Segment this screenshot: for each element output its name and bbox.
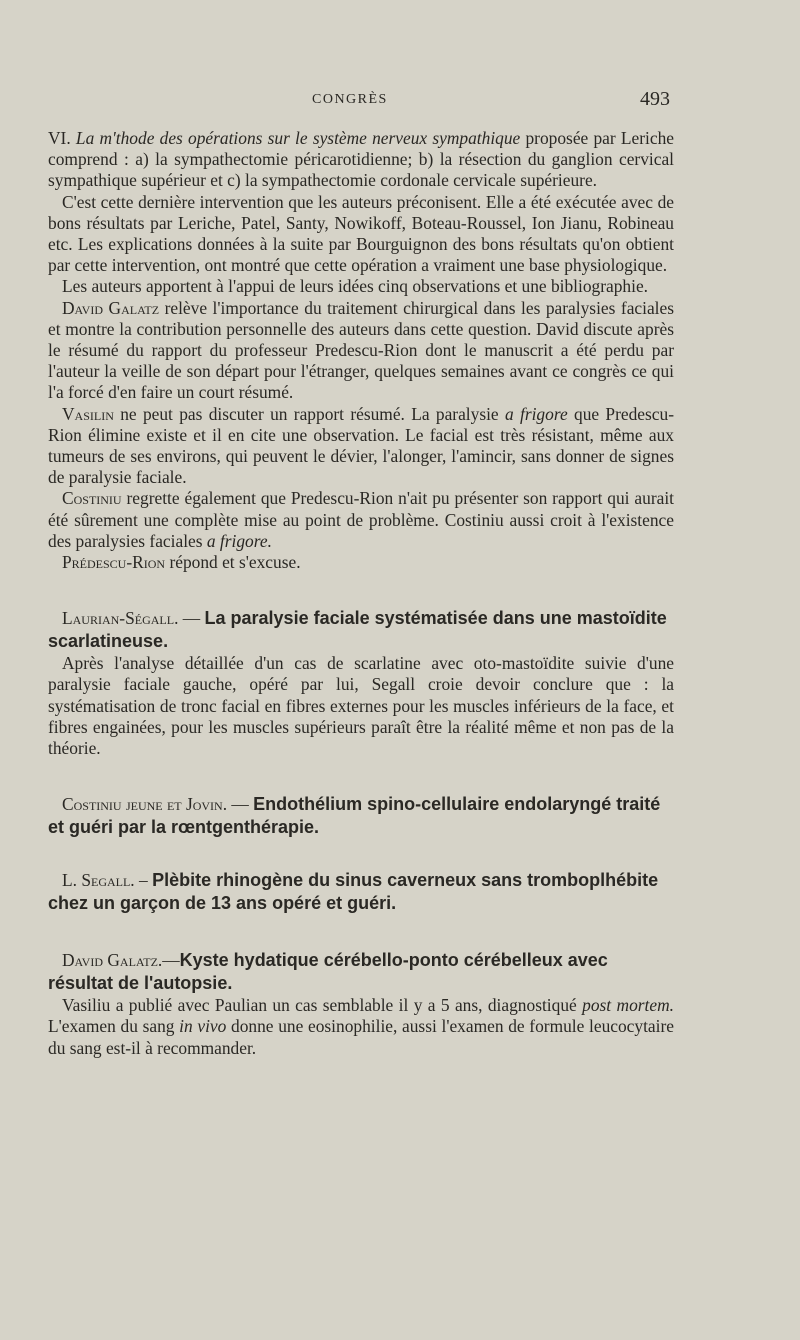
entry-title: Endothélium spino-cellulaire endolaryngé traité et guéri par la rœntgenthérapie. [48,794,661,838]
entry-heading: Costiniu jeune et Jovin. — Endothélium spino-cellulaire endolaryngé traité et guéri par la rœntgenthérapie. [48,794,661,838]
costiniu-comment: Costiniu regrette également que Predescu-Rion n'ait pu présenter son rapport qui aurait été sûrement une complète mise au point de problème. Costiniu aussi croit à l'existence des paralysies faciales a frigore. [48,488,674,551]
intro-paragraph-1: VI. La m'thode des opérations sur le système nerveux sympathique proposée par Leriche comprend : a) la sympathectomie péricarotidienne; b) la résection du ganglion cervical sympathique supérieur et c) la sympathectomie cordonale cervicale supérieure. [48,128,674,191]
entry-title: La paralysie faciale systématisée dans une mastoïdite scarlatineuse. [48,608,667,652]
speaker-name: Vasilin [62,403,114,424]
communication-entry [48,869,674,915]
entry-authors: David Galatz. [62,950,163,971]
entry-heading: David Galatz.—Kyste hydatique cérébello-ponto cérébelleux avec résultat de l'autopsie. [48,950,608,994]
entry-authors: Costiniu jeune et Jovin. [62,794,228,815]
galatz-comment: David Galatz relève l'importance du traitement chirurgical dans les paralysies faciales et montre la contribution personnelle des auteurs dans cette question. David discute après le résumé du rapport du professeur Predescu-Rion dont le manuscrit a été perdu par l'auteur la veille de son départ pour l'étranger, quelques semaines avant ce congrès ce qui l'a forcé d'en faire un court résumé. [48,297,674,403]
entry-authors: Laurian-Ségall. [62,608,179,629]
communication-entry [48,793,674,839]
running-title: CONGRÈS [312,92,388,107]
speaker-name: Prédescu-Rion [62,552,166,573]
communication-entry [48,949,674,1059]
body-text [48,128,674,1059]
intro-paragraph-3: Les auteurs apportent à l'appui de leurs idées cinq observations et une bibliographie. [62,276,649,297]
entry-title: Plèbite rhinogène du sinus caverneux sans tromboplhébite chez un garçon de 13 ans opéré et guéri. [48,870,659,914]
page-header [0,88,800,118]
speaker-name: David Galatz [62,297,160,318]
entry-heading: Laurian-Ségall. — La paralysie faciale systématisée dans une mastoïdite scarlatineuse. [48,608,667,652]
predescu-reply: Prédescu-Rion répond et s'excuse. [62,552,301,573]
entry-authors: L. Segall. [62,870,135,891]
intro-paragraph-2: C'est cette dernière intervention que les auteurs préconisent. Elle a été exécutée avec de bons résultats par Leriche, Patel, Santy, Nowikoff, Boteau-Roussel, Ion Jianu, Robineau etc. Les explications données à la suite par Bourguignon des bons résultats qu'on obtient par cette intervention, ont montré que cette opération a vraiment une base physiologique. [48,191,674,276]
speaker-name: Costiniu [62,488,122,509]
section-title: La m'thode des opérations sur le système nerveux sympathique [75,128,521,148]
section-label: VI. [48,128,71,148]
vasilin-comment: Vasilin ne peut pas discuter un rapport résumé. La paralysie a frigore que Predescu-Rion élimine existe et il en cite une observation. Le facial est très résistant, même aux tumeurs de ses environs, qui peuvent le dévier, l'alonger, l'amincir, sans donner de signes de paralysie faciale. [48,403,674,488]
entry-title: Kyste hydatique cérébello-ponto cérébelleux avec résultat de l'autopsie. [48,950,608,994]
entry-body: Vasiliu a publié avec Paulian un cas semblable il y a 5 ans, diagnostiqué post mortem. L'examen du sang in vivo donne une eosinophilie, aussi l'examen de formule leucocytaire du sang est-il à recommander. [48,995,674,1058]
entry-heading: L. Segall. – Plèbite rhinogène du sinus caverneux sans tromboplhébite chez un garçon de 13 ans opéré et guéri. [48,870,659,914]
entry-body: Après l'analyse détaillée d'un cas de scarlatine avec oto-mastoïdite suivie d'une paralysie faciale gauche, opéré par lui, Segall croie devoir conclure que : la systématisation de tronc facial en fibres externes pour les muscles inférieurs de la face, et fibres engainées, pour les muscles supérieurs paraît être la réalité même et non pas de la théorie. [48,653,674,759]
communication-entry [48,607,674,759]
page-number: 493 [640,88,670,110]
